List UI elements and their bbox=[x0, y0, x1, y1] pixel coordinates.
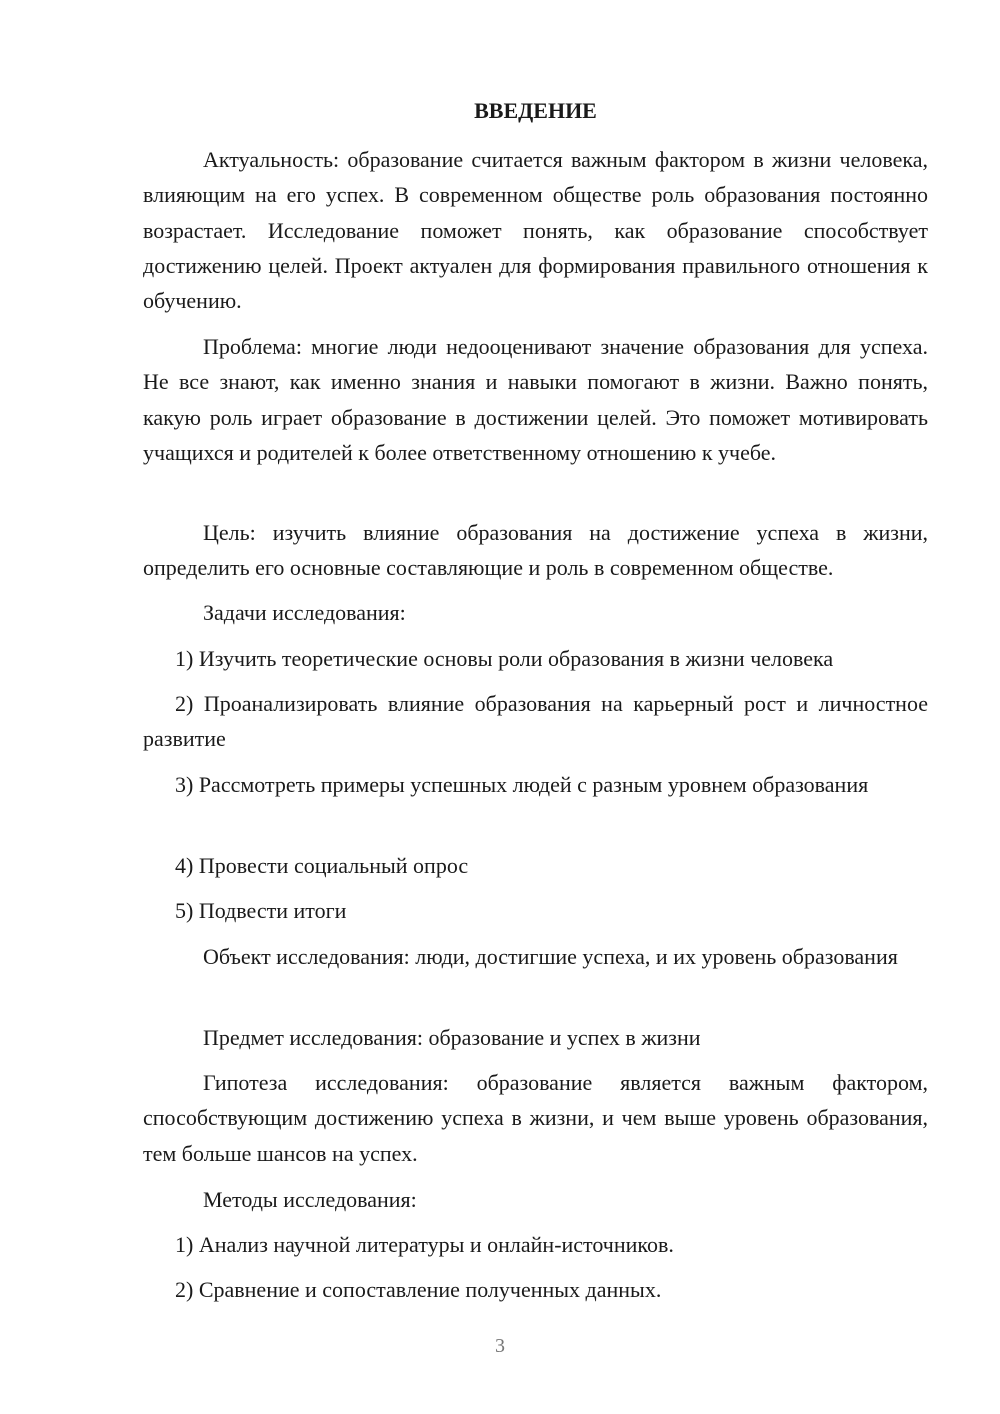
task-item-3: 3) Рассмотреть примеры успешных людей с разным уровнем образования bbox=[175, 772, 869, 797]
task-item-4: 4) Провести социальный опрос bbox=[175, 853, 469, 878]
problem-paragraph: Проблема: многие люди недооценивают значение образования для успеха. Не все знают, как именно знания и навыки помогают в жизни. Важно понять, какую роль играет образование в достижении целей. Это поможет мотивировать учащихся и родителей к более ответственному отношению к учебе. bbox=[143, 334, 928, 465]
method-item-1: 1) Анализ научной литературы и онлайн-источников. bbox=[175, 1232, 674, 1257]
task-item-5: 5) Подвести итоги bbox=[175, 898, 347, 923]
method-item-2: 2) Сравнение и сопоставление полученных данных. bbox=[175, 1277, 662, 1302]
object-paragraph: Объект исследования: люди, достигшие успеха, и их уровень образования bbox=[203, 944, 898, 969]
page-number: 3 bbox=[495, 1335, 505, 1357]
section-title: ВВЕДЕНИЕ bbox=[474, 98, 597, 123]
subject-paragraph: Предмет исследования: образование и успех в жизни bbox=[203, 1025, 701, 1050]
tasks-heading: Задачи исследования: bbox=[203, 600, 406, 625]
methods-heading: Методы исследования: bbox=[203, 1187, 417, 1212]
relevance-paragraph: Актуальность: образование считается важным фактором в жизни человека, влияющим на его успех. В современном обществе роль образования постоянно возрастает. Исследование поможет понять, как образование способствует достижению целей. Проект актуален для формирования правильного отношения к обучению. bbox=[143, 147, 928, 314]
task-item-1: 1) Изучить теоретические основы роли образования в жизни человека bbox=[175, 646, 834, 671]
goal-paragraph: Цель: изучить влияние образования на достижение успеха в жизни, определить его основные составляющие и роль в современном обществе. bbox=[143, 520, 928, 581]
task-item-2: 2) Проанализировать влияние образования на карьерный рост и личностное развитие bbox=[143, 691, 928, 752]
hypothesis-paragraph: Гипотеза исследования: образование является важным фактором, способствующим достижению успеха в жизни, и чем выше уровень образования, тем больше шансов на успех. bbox=[143, 1070, 928, 1166]
